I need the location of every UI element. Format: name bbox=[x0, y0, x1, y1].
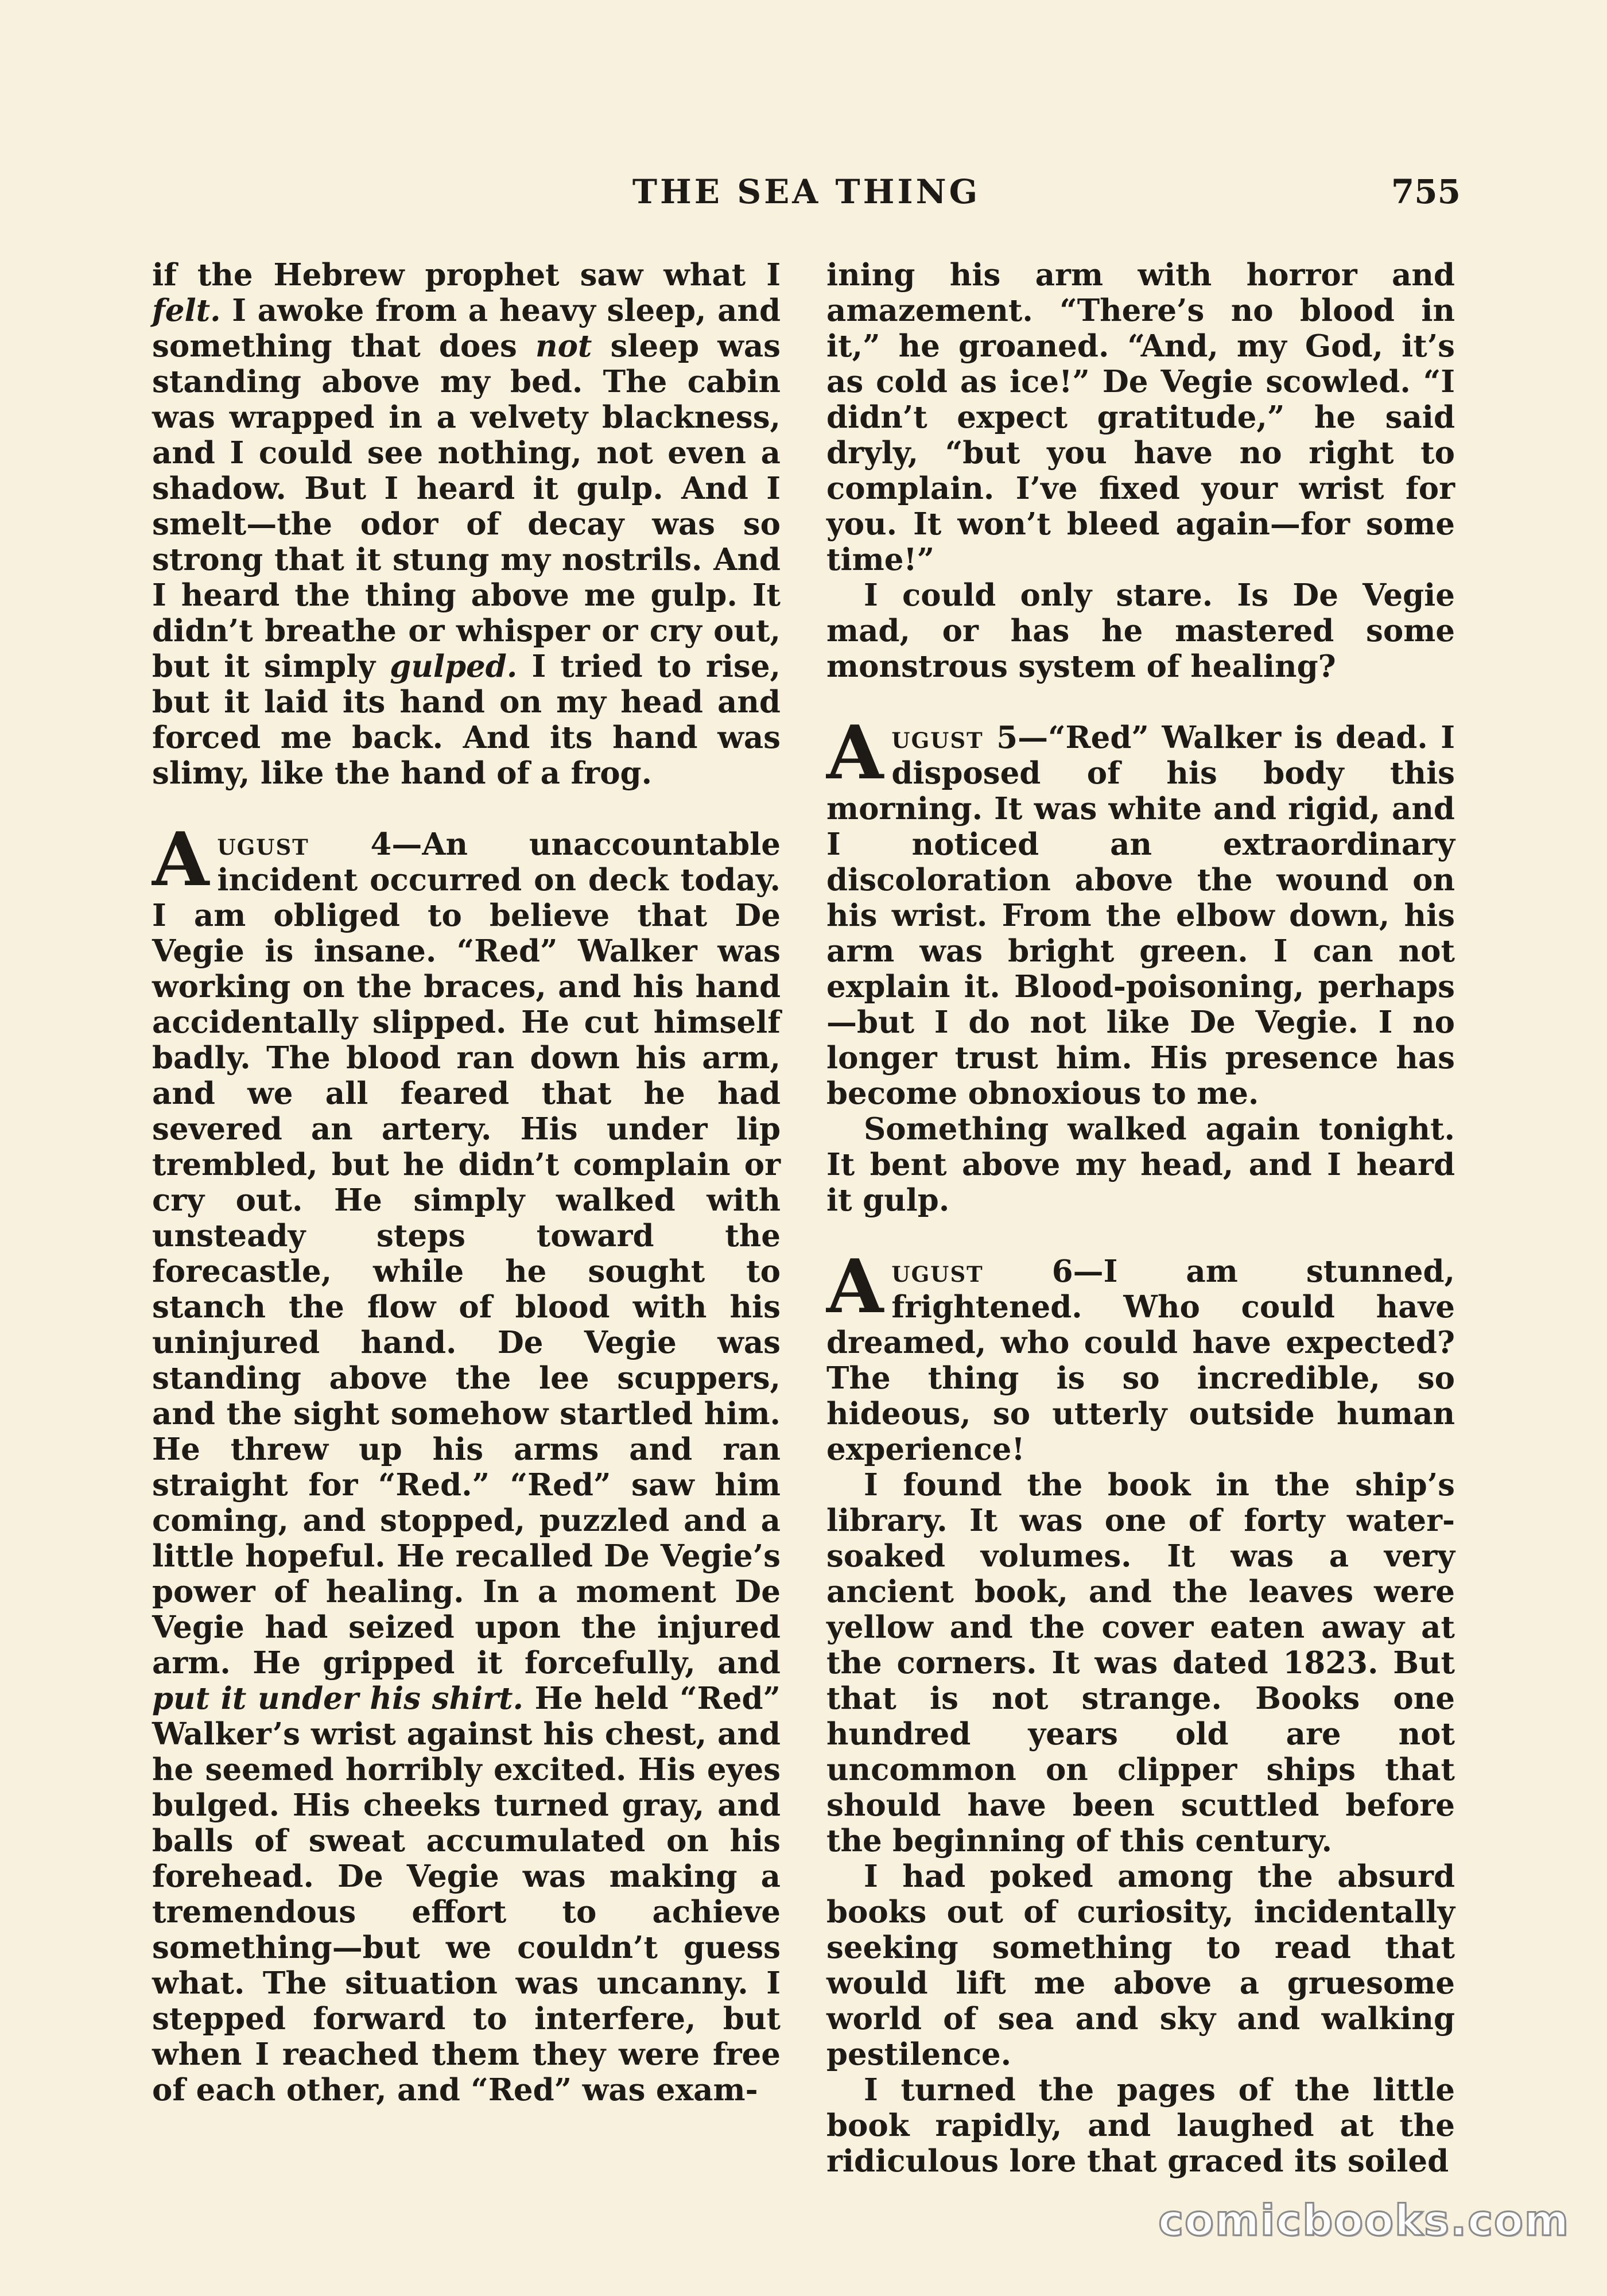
italic-text: gulped. bbox=[390, 649, 518, 684]
text-run: sleep was standing above my bed. The cabin was wrapped in a velvety blackness, and I could see nothing, not even a shadow. But I heard it gulp. And I smelt—the odor of decay was so strong that it stung my nostrils. And I heard the thing above me gulp. It didn’t breathe or whisper or cry out, but it simply bbox=[152, 328, 781, 684]
watermark: comicbooks.com bbox=[1158, 2196, 1570, 2245]
right-column bbox=[826, 257, 1455, 2179]
italic-text: felt. bbox=[152, 293, 221, 328]
text-run: 5—“Red” Walker is dead. I disposed of his body this morning. It was white and rigid, and I noticed an extraordinary discoloration above the wound on his wrist. From the elbow down, his arm was bright green. I can not explain it. Blood-poisoning, perhaps—but I do not like De Vegie. I no longer trust him. His presence has become obnoxious to me. bbox=[826, 720, 1455, 1111]
left-column bbox=[152, 257, 781, 2108]
italic-text: not bbox=[535, 328, 592, 364]
page-number: 755 bbox=[1391, 172, 1461, 211]
text-run: I awoke from a heavy sleep, and something that does bbox=[152, 293, 781, 364]
paragraph: Something walked again tonight. It bent above my head, and I heard it gulp. bbox=[826, 1111, 1455, 1218]
running-head bbox=[152, 172, 1461, 218]
diary-entry-august-5 bbox=[826, 710, 1455, 1111]
entry-month: ugust bbox=[891, 1254, 984, 1289]
paragraph: I found the book in the ship’s library. It was one of forty water-soaked volumes. It was a very ancient book, and the leaves were yellow and the cover eaten away at the corners. It was dated 1823. But that is not strange. Books one hundred years old are not uncommon on clipper ships that should have been scuttled before the beginning of this century. bbox=[826, 1467, 1455, 1859]
paragraph: I had poked among the absurd books out of curiosity, incidentally seeking something to read that would lift me above a gruesome world of sea and sky and walking pestilence. bbox=[826, 1859, 1455, 2072]
drop-cap: A bbox=[826, 1244, 884, 1330]
diary-entry-august-4 bbox=[152, 817, 781, 2108]
entry-month: ugust bbox=[891, 720, 984, 755]
drop-cap: A bbox=[152, 817, 209, 903]
text-run: 4—An unaccountable incident occurred on deck today. I am obliged to believe that De Vegie is insane. “Red” Walker was working on the braces, and his hand accidentally slipped. He cut himself badly. The blood ran down his arm, and we all feared that he had severed an artery. His under lip trembled, but he didn’t complain or cry out. He simply walked with unsteady steps toward the forecastle, while he sought to stanch the flow of blood with his uninjured hand. De Vegie was standing above the lee scuppers, and the sight somehow startled him. He threw up his arms and ran straight for “Red.” “Red” saw him coming, and stopped, puzzled and a little hopeful. He recalled De Vegie’s power of healing. In a moment De Vegie had seized upon the injured arm. He gripped it forcefully, and bbox=[152, 827, 781, 1681]
paragraph: ining his arm with horror and amazement. “There’s no blood in it,” he groaned. “And, my God, it’s as cold as ice!” De Vegie scowled. “I didn’t expect gratitude,” he said dryly, “but you have no right to complain. I’ve fixed your wrist for you. It won’t bleed again—for some time!” bbox=[826, 257, 1455, 577]
text-run: 6—I am stunned, frightened. Who could have dreamed, who could have expected? The thing is so incredible, so hideous, so utterly outside human experience! bbox=[826, 1254, 1455, 1467]
italic-text: put it under his shirt. bbox=[152, 1681, 523, 1716]
text-run: He held “Red” Walker’s wrist against his chest, and he seemed horribly excited. His eyes bulged. His cheeks turned gray, and balls of sweat accumulated on his forehead. De Vegie was making a tremendous effort to achieve something—but we couldn’t guess what. The situation was uncanny. I stepped forward to interfere, but when I reached them they were free of each other, and “Red” was exam- bbox=[152, 1681, 781, 2108]
drop-cap: A bbox=[826, 710, 884, 796]
text-run: I tried to rise, but it laid its hand on my head and forced me back. And its hand was slimy, like the hand of a frog. bbox=[152, 649, 781, 791]
entry-month: ugust bbox=[217, 827, 309, 862]
diary-entry-august-6 bbox=[826, 1244, 1455, 1467]
text-run: if the Hebrew prophet saw what I bbox=[152, 257, 781, 293]
paragraph: I turned the pages of the little book rapidly, and laughed at the ridiculous lore that graced its soiled bbox=[826, 2072, 1455, 2179]
running-title: THE SEA THING bbox=[632, 172, 981, 211]
paragraph: I could only stare. Is De Vegie mad, or has he mastered some monstrous system of healing? bbox=[826, 577, 1455, 684]
paragraph bbox=[152, 257, 781, 791]
